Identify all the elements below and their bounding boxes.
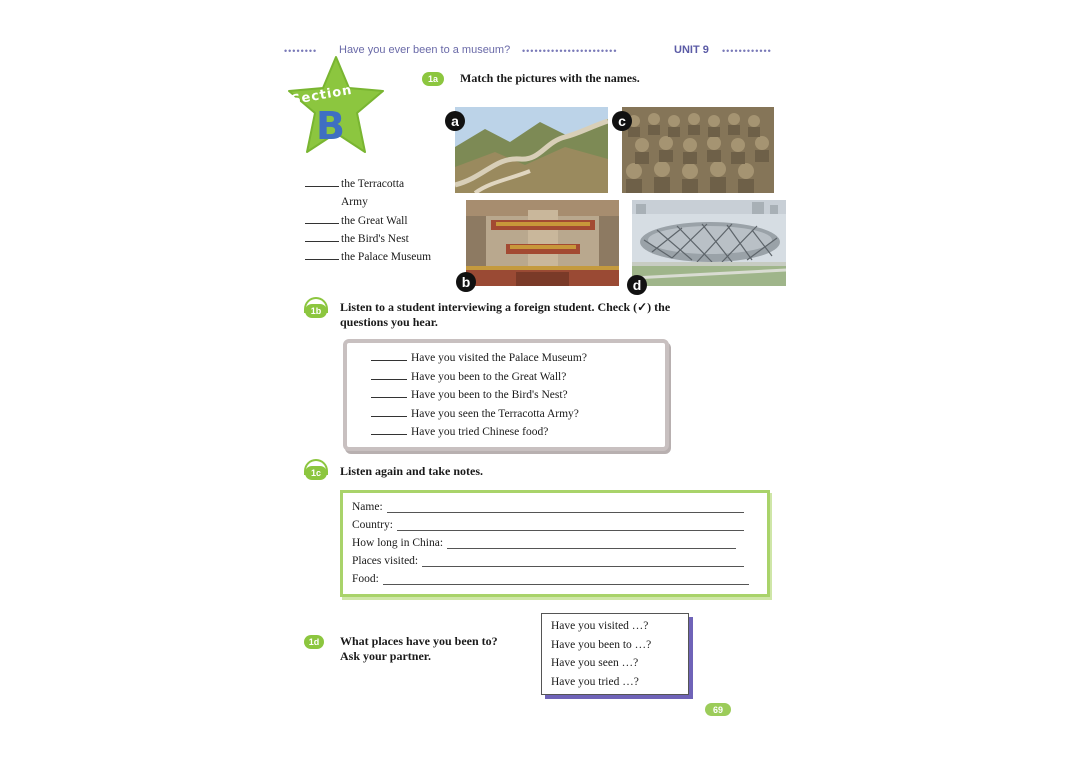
notes-row: Country:: [352, 519, 744, 531]
instruction-1d-line2: Ask your partner.: [340, 649, 432, 663]
notes-box: [340, 490, 770, 597]
answer-blank[interactable]: [305, 186, 339, 187]
header-dots-mid: •••••••••••••••••••••••: [522, 46, 618, 56]
check-blank[interactable]: [371, 397, 407, 398]
match-item-cont: Army: [341, 196, 368, 209]
headset-icon: [305, 304, 327, 318]
notes-line[interactable]: [397, 520, 744, 531]
answer-blank[interactable]: [305, 223, 339, 224]
badge-1c: 1c: [305, 466, 327, 480]
photo-label-b: b: [456, 272, 476, 292]
photo-birds-nest: [632, 200, 786, 286]
section-word: Section: [290, 82, 354, 109]
notes-line[interactable]: [447, 538, 736, 549]
notes-row: Name:: [352, 501, 744, 513]
notes-line[interactable]: [387, 502, 744, 513]
notes-line[interactable]: [422, 556, 744, 567]
photo-label-d: d: [627, 275, 647, 295]
notes-line[interactable]: [383, 574, 749, 585]
check-blank[interactable]: [371, 360, 407, 361]
match-item: the Terracotta: [305, 175, 455, 193]
question-item: Have you been to the Bird's Nest?: [371, 386, 587, 405]
header-unit: UNIT 9: [674, 44, 709, 56]
instruction-1d: [340, 634, 498, 664]
photo-label-a: a: [445, 111, 465, 131]
photo-label-c: c: [612, 111, 632, 131]
prompts-box: [541, 613, 689, 695]
match-list: [305, 175, 455, 266]
badge-1b: 1b: [305, 304, 327, 318]
check-blank[interactable]: [371, 416, 407, 417]
match-item: the Bird's Nest: [305, 230, 455, 248]
instruction-1a: Match the pictures with the names.: [460, 71, 640, 85]
badge-1d: 1d: [304, 635, 324, 649]
match-item: the Palace Museum: [305, 248, 455, 266]
question-item: Have you tried Chinese food?: [371, 423, 587, 442]
check-blank[interactable]: [371, 434, 407, 435]
section-letter: B: [316, 104, 345, 148]
page-number: 69: [705, 703, 731, 716]
instruction-1c: Listen again and take notes.: [340, 464, 484, 478]
notes-row: Food:: [352, 573, 749, 585]
match-item: the Great Wall: [305, 212, 455, 230]
question-item: Have you visited the Palace Museum?: [371, 349, 587, 368]
photo-great-wall: [455, 107, 608, 193]
header-title: Have you ever been to a museum?: [339, 44, 511, 56]
check-blank[interactable]: [371, 379, 407, 380]
prompt-item: Have you tried …?: [551, 675, 639, 688]
header-dots-left: ••••••••: [284, 46, 318, 56]
notes-row: How long in China:: [352, 537, 736, 549]
instruction-1b-line2: questions you hear.: [340, 315, 438, 329]
instruction-1b: [340, 300, 760, 330]
question-item: Have you been to the Great Wall?: [371, 368, 587, 387]
instruction-1b-line1: Listen to a student interviewing a foreign student. Check (✓) the: [340, 300, 671, 314]
answer-blank[interactable]: [305, 241, 339, 242]
questions-box: [343, 339, 669, 451]
header-dots-right: ••••••••••••: [722, 46, 772, 56]
instruction-1d-line1: What places have you been to?: [340, 634, 498, 648]
answer-blank[interactable]: [305, 259, 339, 260]
prompt-item: Have you visited …?: [551, 620, 649, 632]
badge-1a: 1a: [422, 72, 444, 86]
question-item: Have you seen the Terracotta Army?: [371, 405, 587, 424]
notes-row: Places visited:: [352, 555, 744, 567]
photo-terracotta-army: [622, 107, 774, 193]
prompt-item: Have you seen …?: [551, 657, 639, 669]
headset-icon: [305, 466, 327, 480]
photo-palace-museum: [466, 200, 619, 286]
prompt-item: Have you been to …?: [551, 638, 652, 651]
